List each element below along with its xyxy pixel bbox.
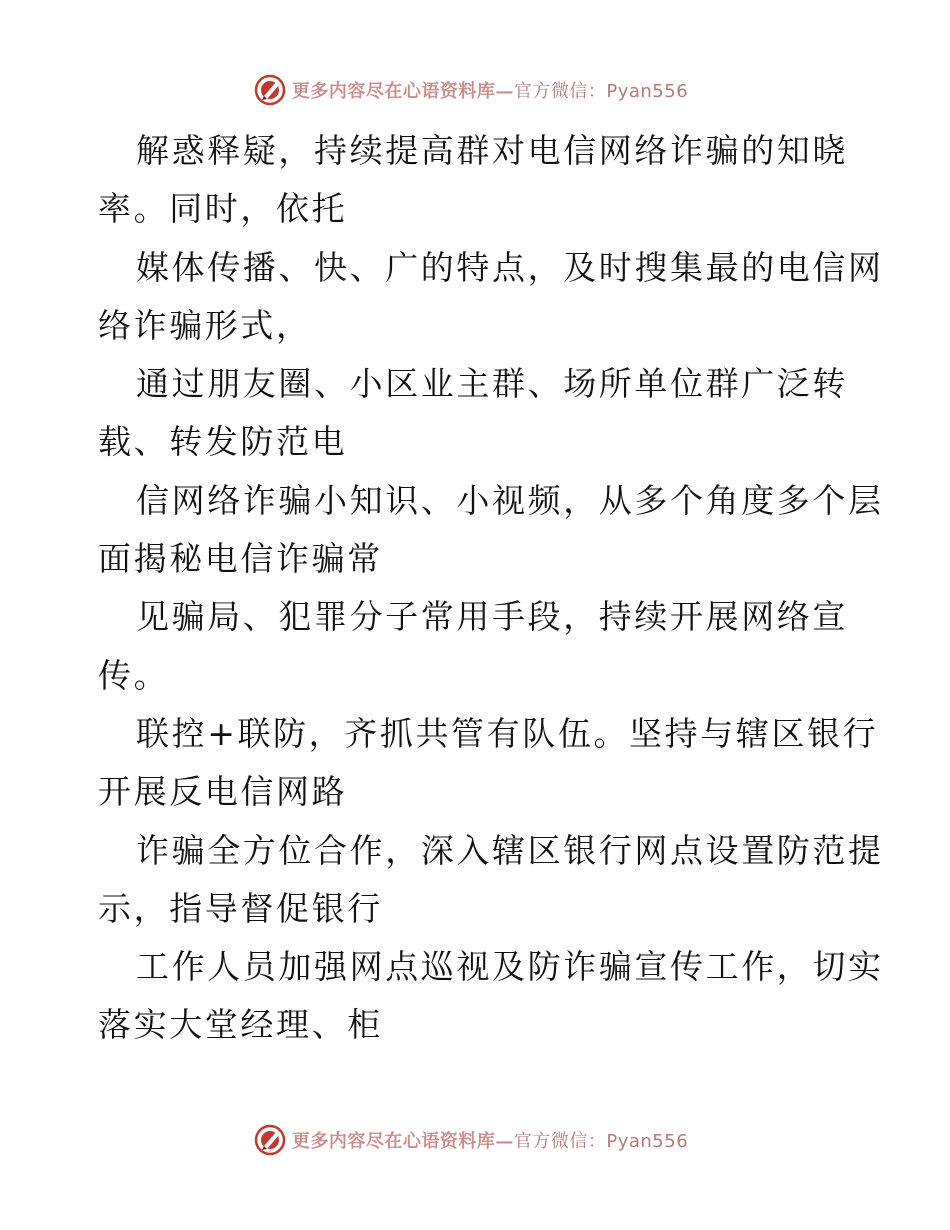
- footer-promo-label: 更多内容尽在心语资料库—: [291, 1131, 514, 1152]
- footer-contact-label: 官方微信：Pyan556: [513, 1131, 689, 1152]
- header-banner-content: [254, 74, 688, 106]
- document-body: [98, 122, 884, 1055]
- footer-banner: [0, 1120, 950, 1160]
- paragraph-line: 工作人员加强网点巡视及防诈骗宣传工作，切实: [136, 947, 884, 987]
- paragraph-line: 落实大堂经理、柜: [98, 1005, 383, 1045]
- footer-promo-text: [292, 1127, 688, 1153]
- paragraph-line: 率。同时，依托: [98, 189, 348, 229]
- paragraph-line: 解惑释疑，持续提高群对电信网络诈骗的知晓: [136, 131, 848, 170]
- header-promo-label: 更多内容尽在心语资料库—: [291, 81, 514, 102]
- paragraph-line: 诈骗全方位合作，深入辖区银行网点设置防范提: [136, 830, 884, 870]
- footer-banner-content: [254, 1124, 688, 1156]
- paragraph-line: 面揭秘电信诈骗常: [98, 539, 383, 579]
- paragraph-line: 见骗局、犯罪分子常用手段，持续开展网络宣: [136, 597, 848, 637]
- header-contact-label: 官方微信：Pyan556: [513, 81, 689, 102]
- paragraph-line: 通过朋友圈、小区业主群、场所单位群广泛转: [136, 364, 848, 404]
- header-promo-text: [292, 77, 688, 103]
- paragraph-line: 示，指导督促银行: [98, 888, 383, 928]
- header-banner: [0, 70, 950, 110]
- paragraph-line: 络诈骗形式，: [98, 305, 312, 345]
- paragraph-line: 联控+联防，齐抓共管有队伍。坚持与辖区银行: [136, 713, 879, 753]
- paragraph-line: 信网络诈骗小知识、小视频，从多个角度多个层: [136, 480, 884, 520]
- paragraph-line: 传。: [98, 655, 170, 695]
- red-seal-pen-icon: [254, 74, 286, 106]
- paragraph-line: 载、转发防范电: [98, 422, 348, 462]
- paragraph-line: 开展反电信网路: [98, 772, 348, 812]
- red-seal-pen-icon: [254, 1124, 286, 1156]
- paragraph-line: 媒体传播、快、广的特点，及时搜集最的电信网: [136, 247, 884, 287]
